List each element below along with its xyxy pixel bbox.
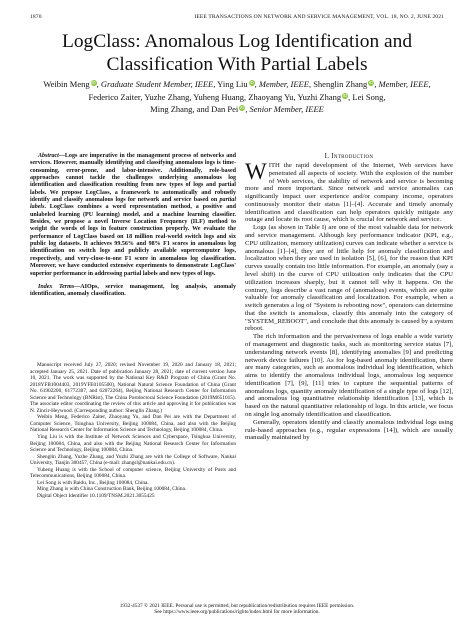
- author-name: , Ying Liu: [213, 79, 248, 89]
- intro-paragraph-3: The rich information and the pervasiveness of logs enable a wide variety of management and diagnostic tasks, such as monitoring service status [7], understanding network events [8], identifying anomalies [9] and predicting network device failures [10]. As for log-based anomaly identification, there are many categories, such as anomalous individual log identification, which aims to identify the anomalous individual logs, anomalous log sequence identification [7], [9], [11] tries to capture the sequential patterns of anomalous logs, quantity anomaly identification of a single type of logs [12], and anomalous log quantitative relationship identification [13], which is based on the natural quantitative relationship of logs. In this article, we focus on single log anomaly identification and classification.: [245, 333, 453, 418]
- intro-paragraph-1-text: ITH the rapid development of the Internet, Web services have penetrated all aspects of society. With the explosion of the number of Web services, the stability of network and service is becoming more and more important. Since network and service anomalies can significantly impact user experience and/or company income, operators continuously monitor their status [1]–[4]. Accurate and timely anomaly identification and classification can help operators quickly mitigate any outage and locate its root cause, which is crucial for network and service.: [245, 162, 453, 224]
- author-membership: , Senior Member, IEEE: [245, 104, 324, 114]
- author-membership: , Member, IEEE,: [374, 79, 431, 89]
- copyright-notice: [30, 603, 444, 615]
- left-column: [30, 153, 236, 299]
- abstract-emphasis: partial labels: [30, 197, 236, 211]
- footnote-affiliation: Yuheng Huang is with the School of computer science, Beijing University of Posts and Telecommunications, Beijing 100084, China.: [30, 466, 236, 480]
- footnote-affiliation: Shenglin Zhang, Yuzhe Zhang, and Yuzhi Zhang are with the College of Software, Nankai University, Tianjin 300457, China (e-mail: zhangsl@nankai.edu.cn).: [30, 453, 236, 467]
- index-terms: [30, 284, 236, 299]
- copyright-line: 1932-4537 © 2021 IEEE. Personal use is permitted, but republication/redistribution requires IEEE permission.: [119, 603, 355, 609]
- author-list: [34, 78, 440, 116]
- author-line-1: [34, 78, 440, 91]
- section-heading: I. Introduction: [324, 153, 374, 160]
- footnote-affiliation: Lei Song is with Baidu, Inc., Beijing 100084, China.: [37, 479, 149, 486]
- author-membership: , Graduate Student Member, IEEE: [96, 79, 214, 89]
- author-line-2: [34, 91, 440, 104]
- footnote-manuscript: Manuscript received July 27, 2020; revised November 19, 2020 and January 18, 2021; accepted January 25, 2021. Date of publication January 28, 2021; date of current version June 10, 2021. The work was supported by the National Key R&D Program of China (Grant No. 2018YFB1004403, 2019YFE0105500), National Natural Science Foundation of China (Grant No. 61902200, 61772307, and 62072264), Beijing National Research Center for Information Science and Technology (BNRist), The China Postdoctoral Science Foundation (2019M651015). The associate editor coordinating the review of this article and approving it for publication was N. Zincir-Heywood. (Corresponding author: Shenglin Zhang.): [30, 362, 236, 414]
- author-name: , Shenglin Zhang: [308, 79, 368, 89]
- running-head: [30, 14, 444, 20]
- page-number: 1870: [30, 14, 42, 20]
- intro-paragraph-4: Generally, operators identify and classify anomalous individual logs using rule-based approaches (e.g., regular expressions [14]), which are usually manually maintained by: [245, 418, 453, 442]
- abstract-text-a: —Logs are imperative in the management process of networks and services. However, manually identifying and classifying anomalous logs is time-consuming, error-prone, and labor-intensive. Additionally, role-based approaches cannot tackle the challenges underlying anomalous log identification and classification resulting from new types of logs and partial labels. We propose LogClass, a framework to automatically and robustly identify and classify anomalous logs for network and service based on: [30, 153, 236, 204]
- orcid-icon[interactable]: iD: [343, 92, 348, 98]
- abstract: [30, 153, 236, 278]
- footnote-affiliation: Ming Zhang is with China Construction Bank, Beijing 100084, China.: [37, 486, 187, 493]
- drop-cap: W: [245, 159, 267, 184]
- author-membership: , Member, IEEE: [254, 79, 309, 89]
- author-name: , Lei Song,: [348, 91, 386, 102]
- orcid-icon[interactable]: iD: [369, 80, 374, 85]
- footnote-affiliation: Ying Liu is with the Institute of Network Sciences and Cyberspace, Tsinghua University, Beijing 100084, China, and also with the Beijing National Research Center for Information Science and Technology, Beijing 100084, China.: [30, 434, 236, 454]
- intro-paragraph-1: [245, 159, 453, 224]
- right-column: [245, 153, 453, 442]
- footnotes: [30, 362, 236, 499]
- orcid-icon[interactable]: iD: [249, 80, 254, 85]
- index-terms-label: Index Terms: [38, 283, 75, 290]
- abstract-label: Abstract: [38, 153, 59, 159]
- orcid-icon[interactable]: iD: [91, 80, 96, 85]
- author-names: Ming Zhang, and Dan Pei: [150, 104, 239, 114]
- author-names: Federico Zaiter, Yuzhe Zhang, Yuheng Huang, Zhaoyang Yu, Yuzhi Zhang: [88, 91, 342, 102]
- paper-title: LogClass: Anomalous Log Identification and Classification With Partial Labels: [61, 31, 413, 75]
- footnote-affiliation: Weibin Meng, Federico Zaiter, Zhaoyang Yu, and Dan Pei are with the Department of Computer Science, Tsinghua University, Beijing 100084, China, and also with the Beijing National Research Center for Information Science and Technology, Beijing 100084, China.: [30, 414, 236, 434]
- index-terms-text: —AIOps, service management, log analysis, anomaly identification, anomaly classification.: [30, 283, 236, 298]
- orcid-icon[interactable]: iD: [240, 105, 245, 110]
- author-name: Weibin Meng: [43, 79, 90, 89]
- intro-paragraph-2: Logs (as shown in Table I) are one of the most valuable data for network and service management. Although key performance indicator (KPI, e.g., CPU utilization, memory utilization) curves can indicate whether a service is anomalous [1]–[4], they are of little help for anomaly classification and localization when they are used in isolation [5], [6], for the reason that KPI curves usually contain too little information. For example, an anomaly (say a level shift) in the curve of CPU utilization only indicates that the CPU utilization increases sharply, but it cannot tell why it happens. On the contrary, logs describe a vast range of (anomalous) events, which are quite valuable for anomaly classification and localization. For example, when a switch generates a log of "System is rebooting now", operators can determine that the switch is anomalous, classify this anomaly into the category of "SYSTEM_REBOOT", and conclude that this anomaly is caused by a system reboot.: [245, 224, 453, 333]
- author-line-3: [34, 103, 440, 116]
- rights-link[interactable]: See https://www.ieee.org/publications/rights/index.html for more information.: [154, 609, 320, 616]
- journal-name: IEEE TRANSACTIONS ON NETWORK AND SERVICE MANAGEMENT, VOL. 18, NO. 2, JUNE 2021: [194, 14, 444, 20]
- footnote-doi: Digital Object Identifier 10.1109/TNSM.2021.3055425: [37, 492, 155, 499]
- abstract-text-b: . LogClass combines a word representation method, a positive and unlabeled learning (PU learning) model, and a machine learning classifier. Besides, we propose a novel Inverse Location Frequency (ILF) method to weight the words of logs in feature construction properly. We evaluate the performance of LogClass based on 18 million real-world switch logs and six public log datasets. It achieves 99.56% and 98% F1 scores in anomalous log identification on switch logs and publicly available supercomputer logs, respectively, and very-close-to-one F1 score in anomalous log classification. Moreover, we have conducted extensive experiments to demonstrate LogClass' superior performance in addressing partial labels and new types of logs.: [30, 204, 236, 277]
